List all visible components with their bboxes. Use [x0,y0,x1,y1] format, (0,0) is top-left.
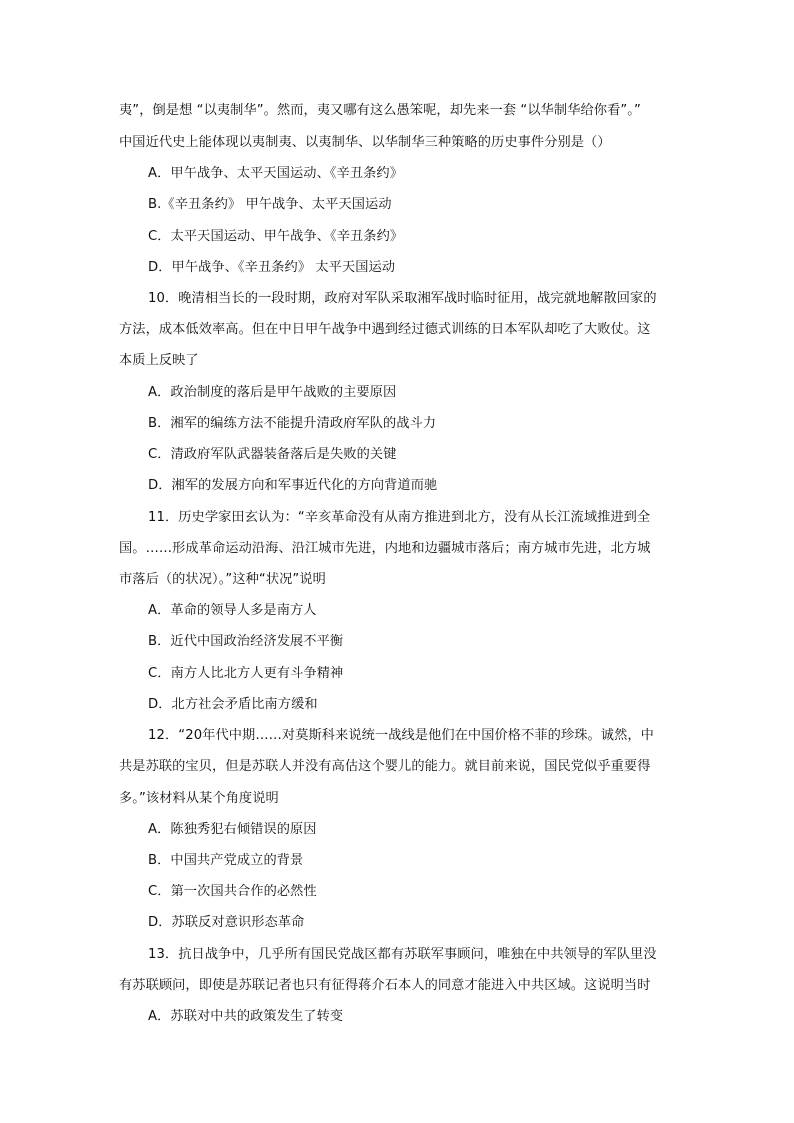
q9-option-d: D．甲午战争、《辛丑条约》 太平天国运动 [148,260,396,275]
q11-option-a: A．革命的领导人多是南方人 [148,603,317,618]
q12-option-c: C．第一次国共合作的必然性 [148,884,317,899]
q10-stem-line-2: 方法，成本低效率高。但在中日甲午战争中遇到经过德式训练的日本军队却吃了大败仗。这 [119,322,651,337]
q10-option-c: C．清政府军队武器装备落后是失败的关键 [148,447,397,462]
q9-stem-line-1: 夷”，倒是想 “以夷制华”。然而，夷又哪有这么愚笨呢，却先来一套 “以华制华给你看”。” [119,103,641,118]
q13-stem-line-1: 13．抗日战争中，几乎所有国民党战区都有苏联军事顾问，唯独在中共领导的军队里没 [148,947,657,962]
q9-option-a: A．甲午战争、太平天国运动、《辛丑条约》 [148,166,403,181]
q11-option-c: C．南方人比北方人更有斗争精神 [148,666,344,681]
q9-stem-line-2: 中国近代史上能体现以夷制夷、以夷制华、以华制华三种策略的历史事件分别是（） [119,135,611,150]
q10-stem-line-3: 本质上反映了 [119,353,199,368]
q10-option-b: B．湘军的编练方法不能提升清政府军队的战斗力 [148,416,437,431]
q13-stem-line-2: 有苏联顾问，即使是苏联记者也只有征得蒋介石本人的同意才能进入中共区域。这说明当时 [119,978,651,993]
q10-option-d: D．湘军的发展方向和军事近代化的方向背道而驰 [148,478,438,493]
q12-stem-line-3: 多。”该材料从某个角度说明 [119,791,279,806]
q9-option-c: C．太平天国运动、甲午战争、《辛丑条约》 [148,229,404,244]
q12-option-b: B．中国共产党成立的背景 [148,853,304,868]
q12-stem-line-2: 共是苏联的宝贝，但是苏联人并没有高估这个婴儿的能力。就目前来说，国民党似乎重要得 [119,759,651,774]
q11-stem-line-1: 11．历史学家田玄认为：“辛亥革命没有从南方推进到北方，没有从长江流域推进到全 [148,510,651,525]
q11-stem-line-2: 国。……形成革命运动沿海、沿江城市先进，内地和边疆城市落后；南方城市先进，北方城 [119,541,651,556]
q10-stem-line-1: 10．晚清相当长的一段时期，政府对军队采取湘军战时临时征用，战完就地解散回家的 [148,291,657,306]
q9-option-b: B.《辛丑条约》 甲午战争、太平天国运动 [148,197,392,212]
q12-stem-line-1: 12．“20年代中期……对莫斯科来说统一战线是他们在中国价格不菲的珍珠。诚然，中 [148,728,654,743]
q11-stem-line-3: 市落后（的状况）。”这种“状况”说明 [119,572,326,587]
q11-option-d: D．北方社会矛盾比南方缓和 [148,697,318,712]
q12-option-a: A．陈独秀犯右倾错误的原因 [148,822,317,837]
q13-option-a: A．苏联对中共的政策发生了转变 [148,1009,344,1024]
q10-option-a: A．政治制度的落后是甲午战败的主要原因 [148,385,397,400]
q12-option-d: D．苏联反对意识形态革命 [148,915,305,930]
q11-option-b: B．近代中国政治经济发展不平衡 [148,634,344,649]
